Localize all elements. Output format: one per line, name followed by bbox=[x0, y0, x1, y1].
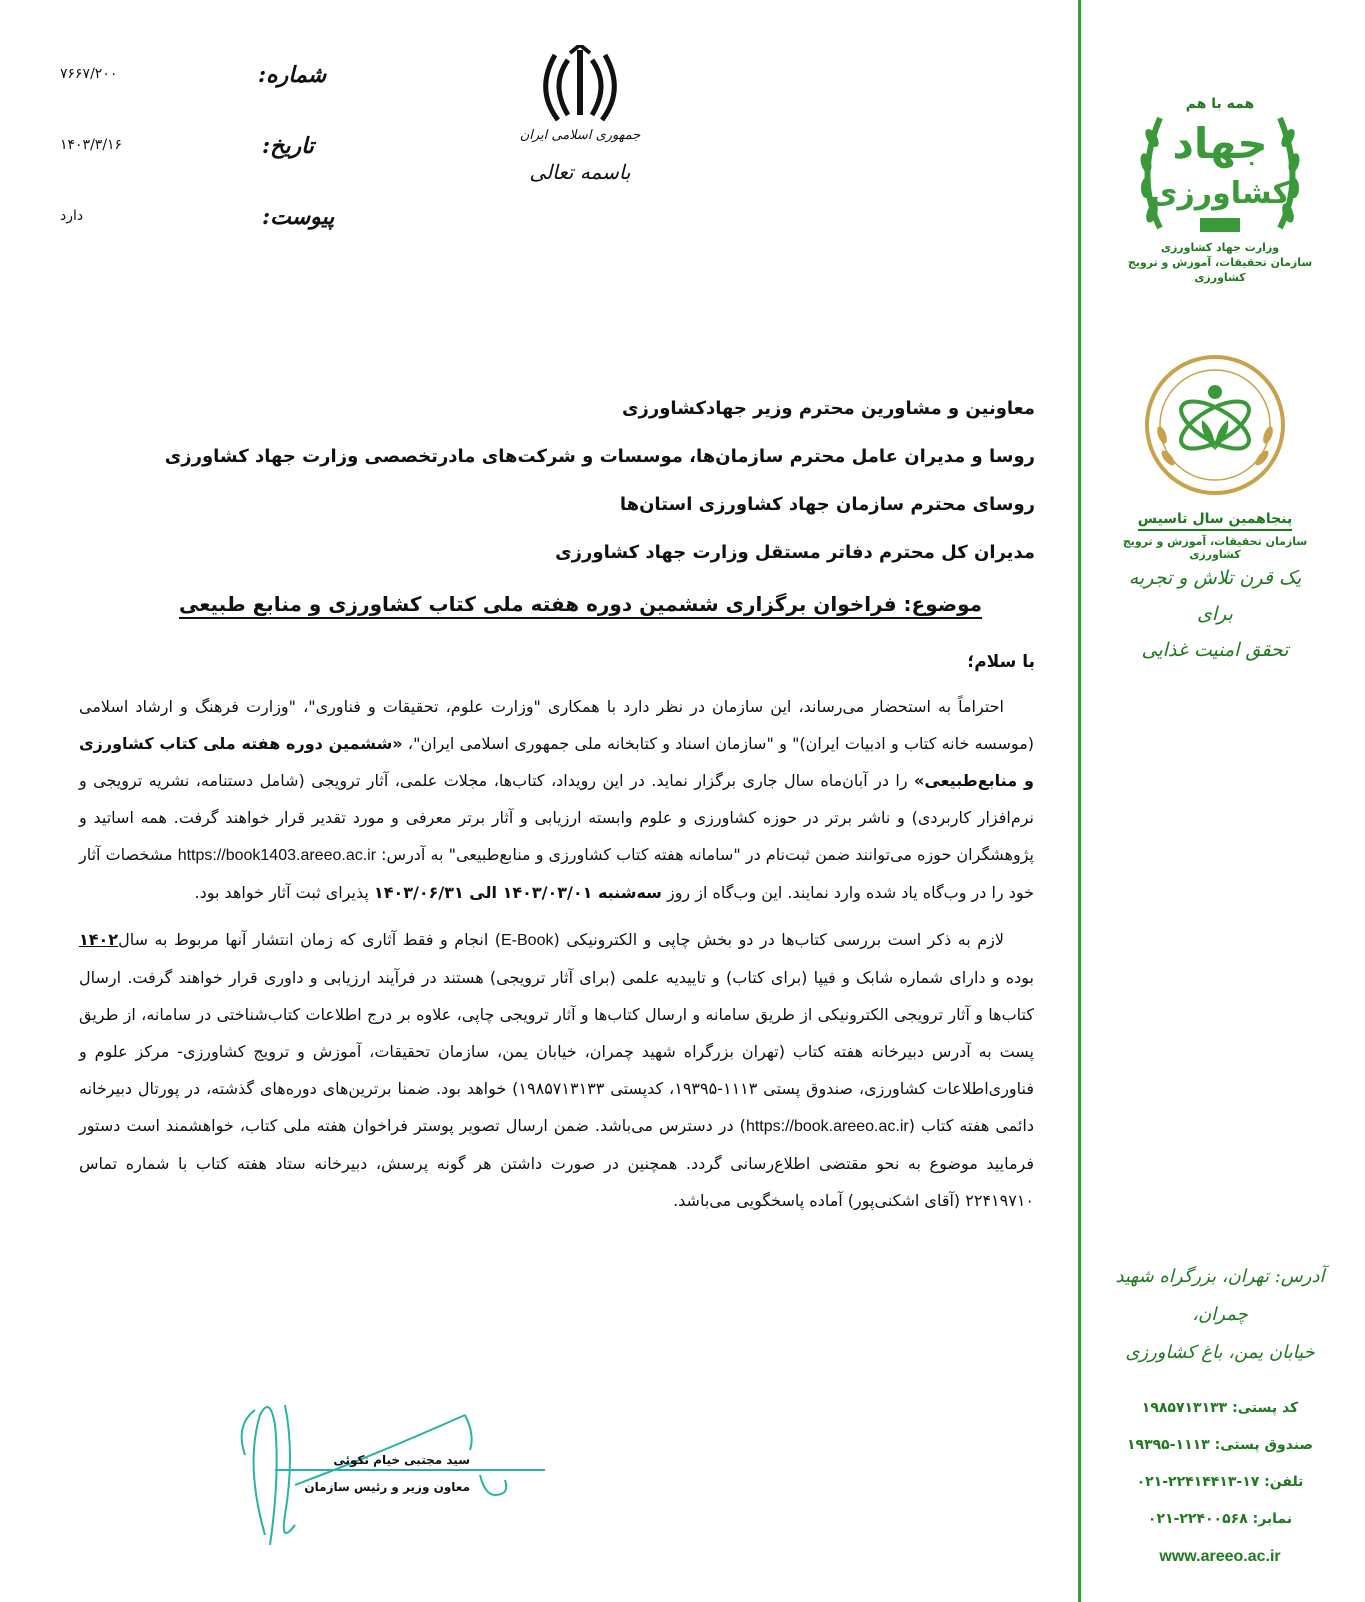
svg-text:جهاد: جهاد bbox=[1172, 119, 1268, 168]
date-value: ۱۴۰۳/۳/۱۶ bbox=[60, 137, 123, 153]
salutation: با سلام؛ bbox=[967, 652, 1035, 672]
body-text: بوده و دارای شماره شابک و فیپا (برای کتاب) و تاییدیه علمی (برای آثار ترویجی) هستند در فرآیند ارزیابی و داوری قرار خواهند گرفت. ارسال کتاب‌ها و آثار ترویجی الکترونیکی از طریق سامانه و ارسال کتاب‌ها و آثار ترویجی چاپی، علاوه بر درج اطلاعات کتاب‌شناختی در سامانه، از طریق پست به آدرس دبیرخانه هفته کتاب (تهران بزرگراه شهید چمران، خیابان یمن، سازمان تحقیقات، آموزش و ترویج کشاورزی- مرکز علوم و فناوری‌اطلاعات کشاورزی، صندوق پستی ۱۱۱۳-۱۹۳۹۵، کدپستی ۱۹۸۵۷۱۳۱۳۳) خواهد بود. ضمنا برترین‌های دوره‌های گذشته، در پورتال دبیرخانه دائمی هفته کتاب ( bbox=[79, 968, 1034, 1135]
registration-url-link[interactable]: https://book1403.areeo.ac.ir bbox=[177, 847, 377, 864]
body-text: ) در دسترس می‌باشد. ضمن ارسال تصویر پوستر فراخوان هفته ملی کتاب، خواهشمند است دستور فرمایید موضوع به نحو مقتضی اطلاع‌رسانی گردد. همچنین در صورت داشتن هر گونه پرسش، دبیرخانه ستاد هفته کتاب با شماره تماس ۲۲۴۱۹۷۱۰ (آقای اشکنی‌پور) آماده پاسخگویی می‌باشد. bbox=[79, 1116, 1034, 1210]
registration-period: سه‌شنبه ۱۴۰۳/۰۳/۰۱ الی ۱۴۰۳/۰۶/۳۱ bbox=[373, 883, 662, 902]
organization-label: سازمان تحقیقات، آموزش و ترویج کشاورزی bbox=[1127, 256, 1313, 284]
ministry-label: وزارت جهاد کشاورزی bbox=[1160, 241, 1280, 254]
address-line-2: خیابان یمن، باغ کشاورزی bbox=[1125, 1342, 1315, 1363]
fax-number: نمابر: ۲۲۴۰۰۵۶۸-۰۲۱ bbox=[1147, 1511, 1293, 1527]
bismillah-caption: باسمه تعالی bbox=[529, 160, 631, 184]
sidebar-divider-line bbox=[1078, 0, 1081, 1602]
ministry-name bbox=[1110, 240, 1330, 285]
signatory-name: سید مجتبی خیام نکوئی bbox=[333, 1453, 470, 1467]
svg-text:همه با هم: همه با هم bbox=[1185, 96, 1255, 112]
iran-emblem-icon bbox=[540, 45, 620, 130]
body-text: را در آبان‌ماه سال جاری برگزار نماید. در این رویداد، کتاب‌ها، مجلات علمی، آثار ترویجی (شامل دستنامه، نشریه ترویجی و نرم‌افزار کاربردی) و ناشر برتر در حوزه کشاورزی و علوم وابسته ارزیابی و آثار برتر معرفی و مورد تقدیر قرار خواهند گرفت. همه اساتید و پژوهشگران حوزه می‌توانند ضمن ثبت‌نام در "سامانه هفته کتاب کشاورزی و منابع‌طبیعی" به آدرس: bbox=[79, 771, 1035, 864]
body-paragraph-1 bbox=[79, 688, 1034, 911]
date-label: تاریخ: bbox=[262, 133, 314, 159]
attachment-value: دارد bbox=[60, 208, 84, 224]
recipient-line: روسا و مدیران عامل محترم سازمان‌ها، موسسات و شرکت‌های مادرتخصصی وزارت جهاد کشاورزی bbox=[164, 446, 1035, 467]
anniversary-logo-icon bbox=[1140, 350, 1290, 500]
slogan bbox=[1110, 560, 1320, 668]
portal-url-link[interactable]: https://book.areeo.ac.ir bbox=[745, 1118, 909, 1135]
number-value: ۷۶۶۷/۲۰۰ bbox=[60, 66, 118, 82]
body-text: مشخصات آثار خود را در وب‌گاه یاد شده وارد نمایند. این وب‌گاه از روز bbox=[79, 845, 1034, 902]
body-text: لازم به ذکر است بررسی کتاب‌ها در دو بخش چاپی و الکترونیکی ( bbox=[553, 930, 1005, 949]
body-text: احتراماً به استحضار می‌رساند، این سازمان در نظر دارد با همکاری "وزارت علوم، تحقیقات و فناوری"، "وزارت فرهنگ و ارشاد اسلامی (موسسه خانه کتاب و ادبیات ایران)" و "سازمان اسناد و کتابخانه ملی جمهوری اسلامی ایران"، bbox=[79, 697, 1035, 753]
address-line-1: آدرس: تهران، بزرگراه شهید چمران، bbox=[1115, 1266, 1325, 1325]
recipients-list bbox=[135, 385, 1035, 577]
anniversary-caption bbox=[1100, 508, 1330, 561]
postal-code: کد پستی: ۱۹۸۵۷۱۳۱۳۳ bbox=[1141, 1400, 1299, 1416]
website-link[interactable]: www.areeo.ac.ir bbox=[1159, 1548, 1281, 1565]
recipient-line: مدیران کل محترم دفاتر مستقل وزارت جهاد کشاورزی bbox=[555, 542, 1035, 563]
publication-year: ۱۴۰۲ bbox=[79, 930, 119, 949]
phone-number: تلفن: ۱۷-۲۲۴۱۴۴۱۳-۰۲۱ bbox=[1136, 1474, 1304, 1490]
signatory-title: معاون وزیر و رئیس سازمان bbox=[304, 1480, 470, 1494]
body-paragraph-2 bbox=[79, 921, 1034, 1219]
po-box: صندوق پستی: ۱۱۱۳-۱۹۳۹۵ bbox=[1126, 1437, 1313, 1453]
body-text: ) انجام و فقط آثاری که زمان انتشار آنها مربوط به سال bbox=[118, 930, 501, 949]
event-name: «ششمین دوره هفته ملی کتاب کشاورزی و منابع‌طبیعی» bbox=[79, 734, 1034, 790]
svg-text:کشاورزی: کشاورزی bbox=[1150, 176, 1290, 211]
postal-address bbox=[1110, 1258, 1330, 1372]
emblem-caption: جمهوری اسلامی ایران bbox=[519, 128, 641, 143]
anniversary-title: پنجاهمین سال تاسیس bbox=[1138, 511, 1292, 531]
anniversary-org: سازمان تحقیقات، آموزش و ترویج کشاورزی bbox=[1122, 535, 1308, 561]
attachment-label: پیوست: bbox=[262, 204, 335, 230]
slogan-line-1: یک قرن تلاش و تجربه برای bbox=[1128, 567, 1302, 625]
contact-info bbox=[1110, 1390, 1330, 1575]
letter-subject: موضوع: فراخوان برگزاری ششمین دوره هفته ملی کتاب کشاورزی و منابع طبیعی bbox=[178, 592, 982, 616]
number-label: شماره: bbox=[258, 62, 327, 88]
letter-body bbox=[79, 688, 1034, 1219]
recipient-line: روسای محترم سازمان جهاد کشاورزی استان‌ها bbox=[619, 494, 1035, 515]
slogan-line-2: تحقق امنیت غذایی bbox=[1141, 639, 1289, 661]
recipient-line: معاونین و مشاورین محترم وزیر جهادکشاورزی bbox=[622, 398, 1035, 419]
ebook-term: E-Book bbox=[501, 932, 554, 949]
body-text: پذیرای ثبت آثار خواهد بود. bbox=[194, 883, 374, 902]
